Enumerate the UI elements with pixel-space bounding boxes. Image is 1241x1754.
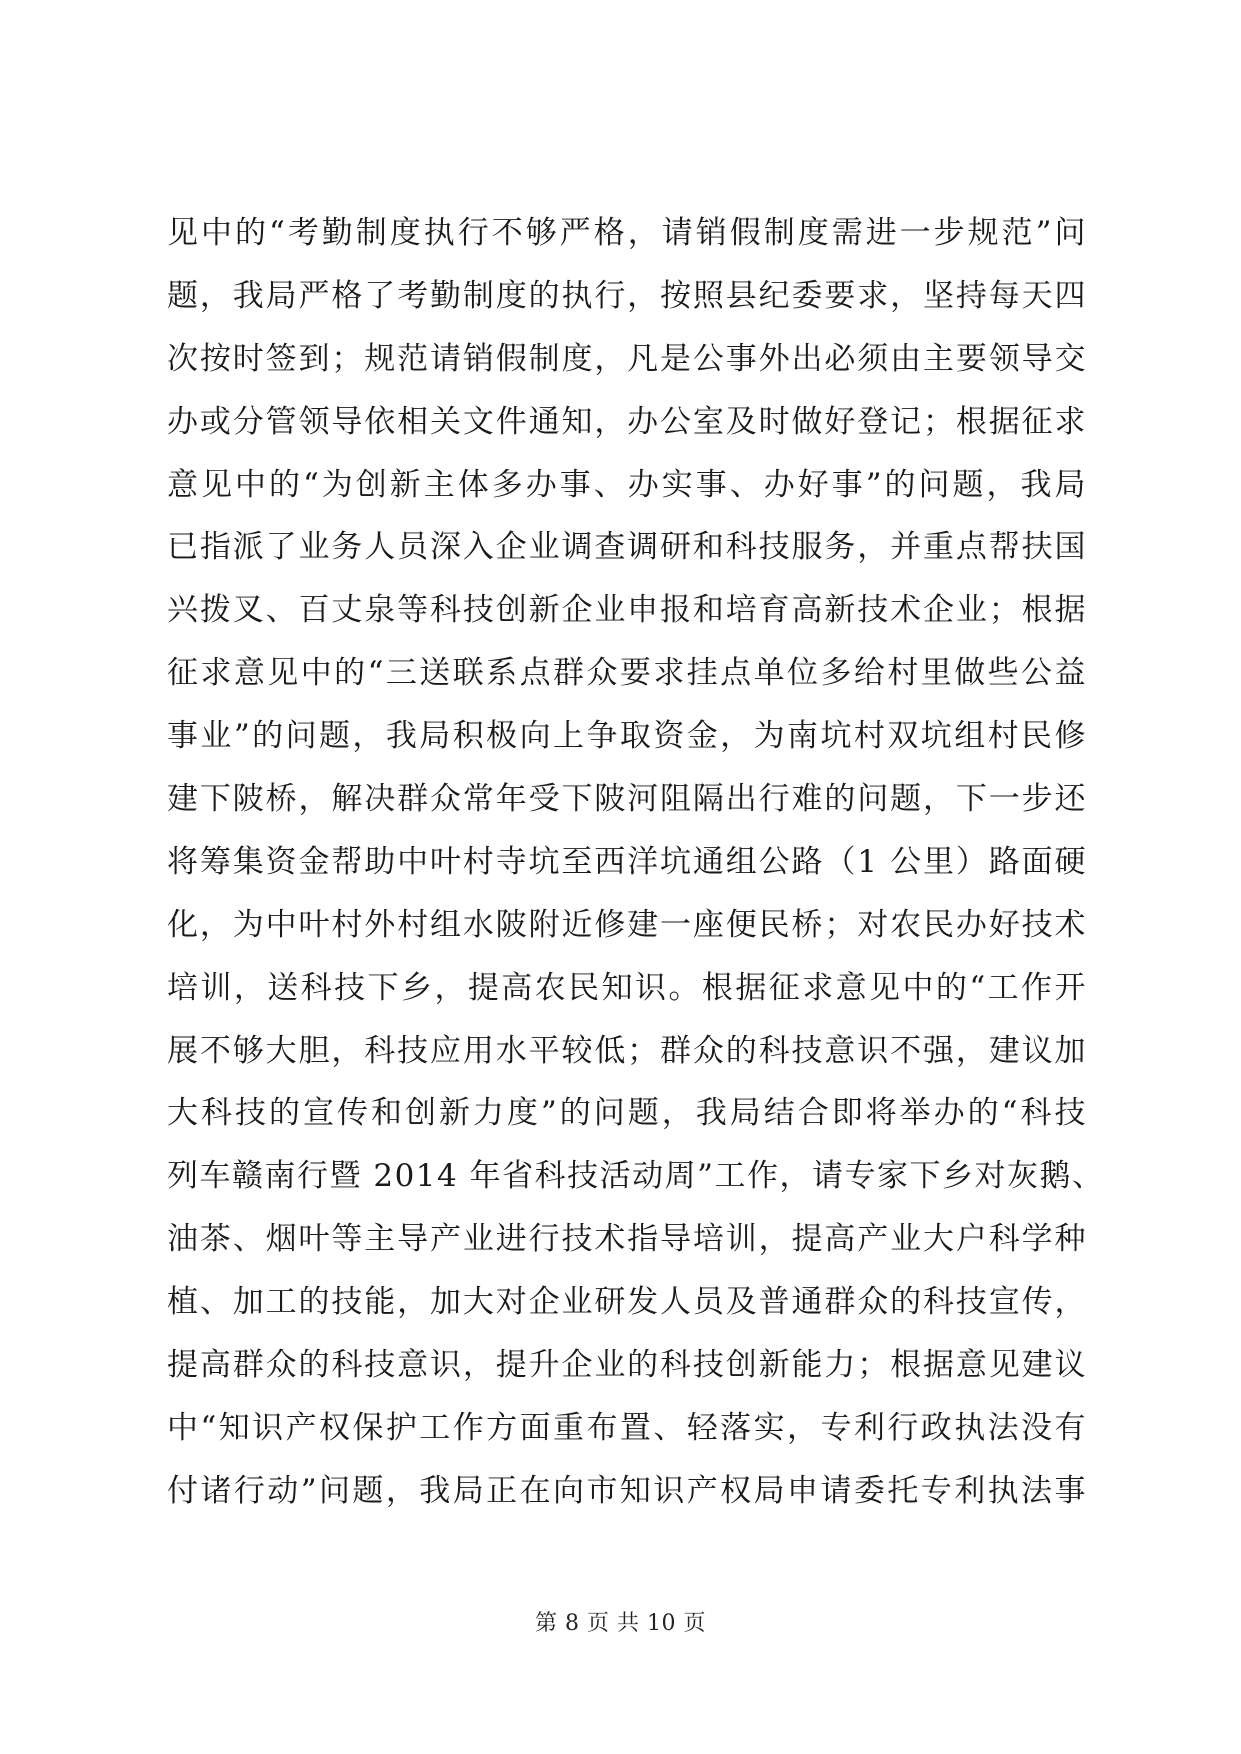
text-line: 征求意见中的“三送联系点群众要求挂点单位多给村里做些公益 <box>167 655 1087 692</box>
text-line: 建下陂桥，解决群众常年受下陂河阻隔出行难的问题，下一步还 <box>167 781 1087 818</box>
text-line: 兴拨叉、百丈泉等科技创新企业申报和培育高新技术企业；根据 <box>167 592 1087 629</box>
text-line: 意见中的“为创新主体多办事、办实事、办好事”的问题，我局 <box>167 466 1087 503</box>
page-number-footer: 第 8 页 共 10 页 <box>535 1611 706 1636</box>
text-line: 中“知识产权保护工作方面重布置、轻落实，专利行政执法没有 <box>167 1409 1087 1446</box>
text-line: 植、加工的技能，加大对企业研发人员及普通群众的科技宣传， <box>167 1284 1087 1321</box>
text-line: 办或分管领导依相关文件通知，办公室及时做好登记；根据征求 <box>167 403 1087 440</box>
text-line: 提高群众的科技意识，提升企业的科技创新能力；根据意见建议 <box>167 1347 1087 1384</box>
text-line: 次按时签到；规范请销假制度，凡是公事外出必须由主要领导交 <box>167 340 1087 377</box>
text-line: 题，我局严格了考勤制度的执行，按照县纪委要求，坚持每天四 <box>167 277 1087 314</box>
text-line: 化，为中叶村外村组水陂附近修建一座便民桥；对农民办好技术 <box>167 906 1087 943</box>
text-line: 列车赣南行暨 2014 年省科技活动周”工作，请专家下乡对灰鹅、 <box>167 1158 1105 1195</box>
text-line: 大科技的宣传和创新力度”的问题，我局结合即将举办的“科技 <box>167 1095 1087 1132</box>
text-line: 油茶、烟叶等主导产业进行技术指导培训，提高产业大户科学种 <box>167 1221 1087 1258</box>
text-line: 将筹集资金帮助中叶村寺坑至西洋坑通组公路（1 公里）路面硬 <box>167 843 1087 880</box>
text-line: 见中的“考勤制度执行不够严格，请销假制度需进一步规范”问 <box>167 215 1087 251</box>
text-line: 事业”的问题，我局积极向上争取资金，为南坑村双坑组村民修 <box>167 718 1087 755</box>
text-line: 展不够大胆，科技应用水平较低；群众的科技意识不强，建议加 <box>167 1032 1087 1069</box>
text-line: 已指派了业务人员深入企业调查调研和科技服务，并重点帮扶国 <box>167 529 1087 566</box>
text-line: 培训，送科技下乡，提高农民知识。根据征求意见中的“工作开 <box>167 969 1087 1006</box>
text-line: 付诸行动”问题，我局正在向市知识产权局申请委托专利执法事 <box>167 1472 1087 1509</box>
body-text <box>167 202 1105 1523</box>
